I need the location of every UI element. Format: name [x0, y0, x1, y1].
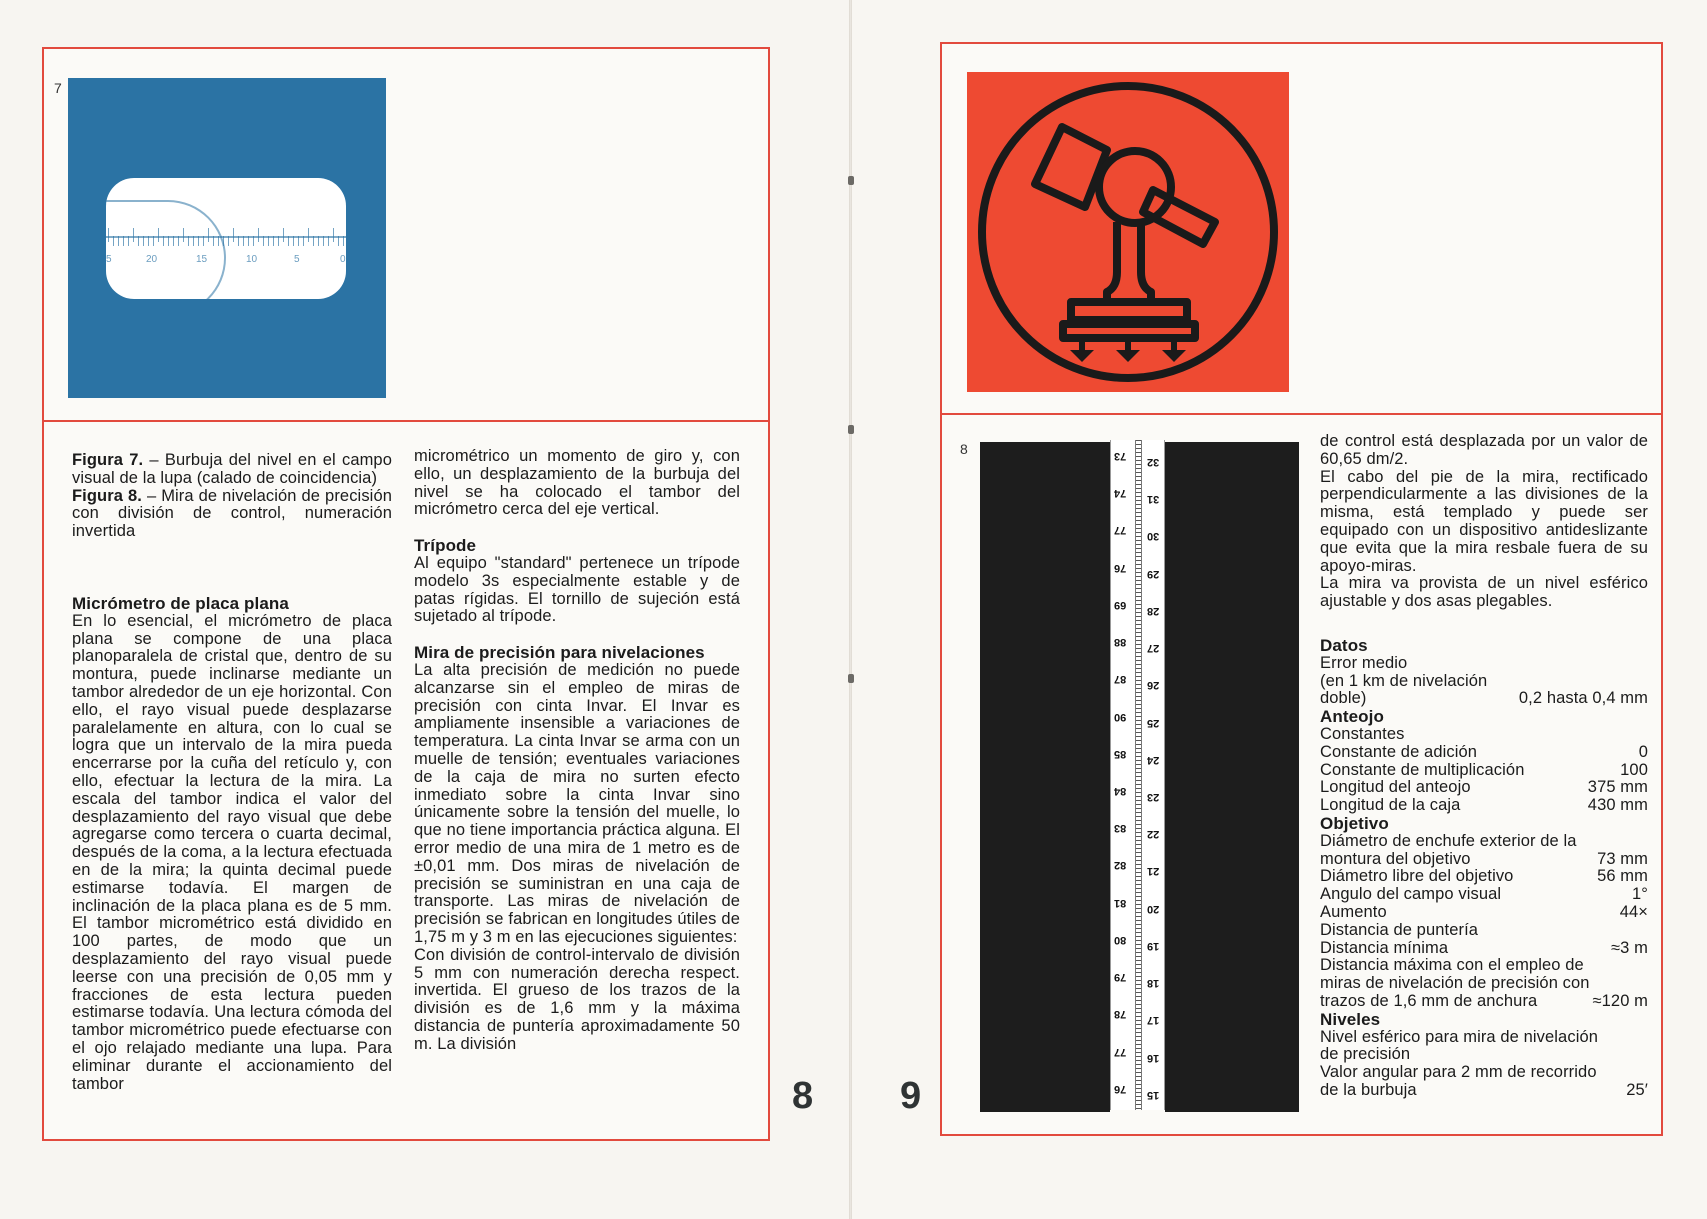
scale-tick	[233, 228, 234, 242]
anteojo-spec-label: Constante de adición	[1320, 742, 1478, 761]
staff-label: 24	[1147, 753, 1160, 766]
staff-label: 79	[1114, 971, 1127, 984]
col2-intro: micrométrico un momento de giro y, con ello, un desplazamiento de la burbuja del nivel se ha colocado el tambor del micrómetro cerca del eje vertical.	[414, 447, 740, 519]
staff-label: 21	[1147, 865, 1160, 878]
figure-7-label: Figura 7.	[72, 451, 144, 469]
staff-label: 29	[1147, 567, 1160, 580]
figure-8-label: Figura 8.	[72, 486, 142, 505]
staff-label: 28	[1147, 604, 1160, 617]
staff-label: 77	[1114, 1045, 1127, 1058]
scale-tick	[138, 236, 139, 246]
scale-tick	[143, 236, 144, 246]
scale-tick	[313, 236, 314, 246]
scale-number: 5	[294, 254, 300, 265]
objetivo-spec-label: Diámetro libre del objetivo	[1320, 867, 1514, 886]
figure-7-caption: – Burbuja del nivel en el campo visual de la lupa (calado de coincidencia)	[72, 451, 392, 487]
objetivo-spec-row	[1320, 904, 1648, 922]
scale-tick	[288, 236, 289, 246]
staff-label: 16	[1147, 1051, 1160, 1064]
level-instrument-emblem	[967, 72, 1289, 392]
staff-label: 31	[1147, 493, 1160, 506]
stitch-mark	[848, 425, 854, 434]
staff-label: 20	[1147, 902, 1160, 915]
anteojo-spec-row	[1320, 779, 1648, 797]
scale-tick	[248, 236, 249, 246]
scale-tick	[163, 236, 164, 246]
page-number-right: 9	[900, 1075, 922, 1117]
staff-label: 77	[1114, 524, 1127, 537]
scale-tick	[343, 236, 344, 246]
mira-heading: Mira de precisión para nivelaciones	[414, 643, 705, 663]
scale-tick	[188, 236, 189, 246]
objetivo-spec-label: Angulo del campo visual	[1320, 885, 1502, 904]
scale-number: 5	[106, 254, 112, 265]
scale-tick	[258, 228, 259, 242]
right-intro: de control está desplazada por un valor de 60,65 dm/2.	[1320, 432, 1648, 468]
scale-tick	[303, 236, 304, 246]
staff-label: 81	[1114, 896, 1127, 909]
right-paragraph-3: La mira va provista de un nivel esférico ajustable y dos asas plegables.	[1320, 574, 1648, 611]
staff-label: 25	[1147, 716, 1160, 729]
scale-tick	[158, 228, 159, 242]
objetivo-spec-row	[1320, 886, 1648, 904]
staff-label: 76	[1114, 1082, 1127, 1095]
scale-tick	[178, 236, 179, 246]
error-label: Error medio	[1320, 653, 1408, 672]
distancia-maxima-label: Distancia máxima con el empleo de	[1320, 956, 1584, 975]
scale-number: 15	[196, 254, 208, 265]
objetivo-heading: Objetivo	[1320, 813, 1389, 833]
anteojo-spec-row	[1320, 797, 1648, 815]
page-number-left: 8	[792, 1075, 814, 1117]
anteojo-spec-row	[1320, 744, 1648, 762]
right-paragraph-2: El cabo del pie de la mira, rectificado perpendicularmente a las divisiones de la misma, está templado y puede ser equipado con un dispositivo antideslizante que evita que la mira resbale fuera de su apoyo-miras.	[1320, 467, 1648, 575]
staff-label: 88	[1114, 636, 1127, 649]
scale-tick	[133, 228, 134, 242]
staff-graduation	[1135, 440, 1142, 1110]
anteojo-heading: Anteojo	[1320, 707, 1384, 727]
scale-tick	[328, 236, 329, 246]
staff-label: 69	[1114, 598, 1127, 611]
error-label: doble)	[1320, 689, 1367, 708]
staff-label: 78	[1114, 1008, 1127, 1021]
niveles-row	[1320, 1082, 1648, 1100]
error-label: (en 1 km de nivelación	[1320, 671, 1488, 690]
niveles-value: 25′	[1626, 1080, 1648, 1099]
scale-tick	[278, 236, 279, 246]
objetivo-spec-value: 56 mm	[1597, 867, 1648, 886]
staff-label: 19	[1147, 939, 1160, 952]
staff-label: 17	[1147, 1014, 1160, 1027]
staff-background-right	[1165, 442, 1299, 1112]
anteojo-spec-label: Constante de multiplicación	[1320, 760, 1525, 779]
scale-tick	[243, 236, 244, 246]
scale-tick	[228, 236, 229, 246]
staff-label: 87	[1114, 673, 1127, 686]
staff-label: 83	[1114, 822, 1127, 835]
frame-divider	[44, 420, 768, 422]
objetivo-spec-label: Aumento	[1320, 902, 1387, 921]
invar-staff	[1110, 440, 1165, 1110]
staff-label: 74	[1114, 487, 1127, 500]
objetivo-spec-row	[1320, 868, 1648, 886]
magnifier-view	[106, 178, 346, 299]
scale-tick	[193, 236, 194, 246]
niveles-heading: Niveles	[1320, 1009, 1381, 1029]
anteojo-spec-value: 430 mm	[1587, 796, 1648, 815]
scale-tick	[183, 228, 184, 242]
scale-tick	[128, 236, 129, 246]
distancia-maxima-row	[1320, 993, 1648, 1011]
staff-background-left	[980, 442, 1110, 1112]
scale-tick	[148, 236, 149, 246]
distancia-maxima-label: miras de nivelación de precisión con	[1320, 974, 1590, 993]
anteojo-spec-value: 0	[1638, 742, 1648, 761]
scale-number: 0	[340, 254, 346, 265]
scale-tick	[213, 236, 214, 246]
error-row	[1320, 690, 1648, 708]
left-column-2	[414, 448, 740, 1054]
figure-number: 7	[54, 80, 62, 96]
left-column-1	[72, 452, 392, 1093]
frame-divider	[942, 413, 1661, 415]
level-bubble	[106, 200, 226, 299]
scale-tick	[203, 236, 204, 246]
scale-tick	[308, 228, 309, 242]
staff-label: 80	[1114, 933, 1127, 946]
datos-heading: Datos	[1320, 635, 1368, 655]
scale-tick	[218, 236, 219, 246]
scale-tick	[318, 236, 319, 246]
distancia-minima-label: Distancia mínima	[1320, 938, 1449, 957]
scale-tick	[323, 236, 324, 246]
niveles-label: Valor angular para 2 mm de recorrido	[1320, 1063, 1597, 1082]
scale-tick	[263, 236, 264, 246]
anteojo-spec-label: Longitud de la caja	[1320, 796, 1461, 815]
tripode-heading: Trípode	[414, 536, 477, 556]
anteojo-spec-row	[1320, 762, 1648, 780]
scale-tick	[173, 236, 174, 246]
figure-8-caption: – Mira de nivelación de precisión con división de control, numeración invertida	[72, 486, 392, 541]
diametro-label: Diámetro de enchufe exterior de la	[1320, 831, 1577, 850]
stitch-mark	[848, 674, 854, 683]
staff-label: 26	[1147, 679, 1160, 692]
objetivo-spec-value: 44×	[1619, 902, 1648, 921]
scale-tick	[168, 236, 169, 246]
scale-tick	[333, 228, 334, 242]
staff-label: 15	[1147, 1088, 1160, 1101]
distancia-minima-row	[1320, 940, 1648, 958]
scale-tick	[118, 236, 119, 246]
scale-tick	[208, 228, 209, 242]
constantes-label: Constantes	[1320, 724, 1405, 743]
niveles-label: de precisión	[1320, 1045, 1411, 1064]
distancia-minima-value: ≈3 m	[1611, 938, 1648, 957]
staff-label: 23	[1147, 791, 1160, 803]
scale-tick	[108, 228, 109, 242]
scale-tick	[283, 228, 284, 242]
staff-label: 76	[1114, 561, 1127, 574]
staff-label: 22	[1147, 828, 1160, 841]
scale-tick	[123, 236, 124, 246]
scale-number: 10	[246, 254, 258, 265]
staff-label: 82	[1114, 859, 1127, 872]
scale-tick	[113, 236, 114, 246]
mira-body: La alta precisión de medición no puede alcanzarse sin el empleo de miras de precisión con cinta Invar. El Invar es ampliamente insensible a variaciones de temperatura. La cinta Invar se arma con un muelle de tensión; eventuales variaciones de la caja de mira no surten efecto inmediato sobre la cinta Invar sino únicamente sobre la tensión del muelle, lo que no tiene importancia práctica alguna. El error medio de una mira de 1 metro es de ±0,01 mm. Dos miras de nivelación de precisión se suministran en una caja de transporte. Las miras de nivelación de precisión se fabrican en longitudes útiles de 1,75 m y 3 m en las ejecuciones siguientes:	[414, 660, 740, 946]
staff-label: 85	[1114, 747, 1127, 760]
instrument-icon	[967, 72, 1289, 392]
anteojo-spec-label: Longitud del anteojo	[1320, 778, 1471, 797]
micrometro-heading: Micrómetro de placa plana	[72, 593, 289, 613]
scale-tick	[198, 236, 199, 246]
staff-label: 73	[1114, 450, 1127, 462]
punteria-label: Distancia de puntería	[1320, 920, 1479, 939]
error-value: 0,2 hasta 0,4 mm	[1518, 689, 1648, 708]
staff-label: 30	[1147, 530, 1160, 543]
niveles-label: Nivel esférico para mira de nivelación	[1320, 1027, 1599, 1046]
scale-tick	[293, 236, 294, 246]
scale-number: 20	[146, 254, 158, 265]
figure-number: 8	[960, 441, 968, 457]
staff-label: 18	[1147, 977, 1160, 990]
tripode-body: Al equipo "standard" pertenece un trípode modelo 3s especialmente estable y de patas rígidas. El tornillo de sujeción está sujetado al trípode.	[414, 553, 740, 626]
right-column	[1320, 433, 1648, 1100]
mira-body-2: Con división de control-intervalo de división 5 mm con numeración derecha respect. invertida. El grueso de los trazos de la división es de 1,6 mm y la máxima distancia de puntería aproximadamente 50 m. La división	[414, 945, 740, 1053]
scale-tick	[268, 236, 269, 246]
scale-tick	[298, 236, 299, 246]
scale-tick	[223, 236, 224, 246]
niveles-label: de la burbuja	[1320, 1080, 1417, 1099]
distancia-maxima-label: trazos de 1,6 mm de anchura	[1320, 991, 1538, 1010]
figure-captions	[72, 452, 392, 541]
scale-tick	[273, 236, 274, 246]
stitch-mark	[848, 176, 854, 185]
diametro-row	[1320, 851, 1648, 869]
objetivo-spec-value: 1°	[1632, 885, 1648, 904]
staff-label: 90	[1114, 710, 1127, 723]
diametro-value: 73 mm	[1597, 849, 1648, 868]
staff-label: 27	[1147, 642, 1160, 655]
micrometro-body: En lo esencial, el micrómetro de placa plana se compone de una placa planoparalela de cristal que, dentro de su montura, puede inclinarse mediante un tambor alrededor de un eje horizontal. Con ello, el rayo visual puede desplazarse paralelamente en altura, con lo cual se logra que un intervalo de la mira pueda encerrarse por la cuña del retículo y, con ello, efectuar la lectura de la mira. La escala del tambor indica el valor del desplazamiento del rayo visual que debe agregarse como tercera o cuarta decimal, después de la coma, a la lectura efectuada en de la mira; la quinta decimal puede estimarse todavía. El margen de inclinación de la placa plana es de 5 mm. El tambor micrométrico está dividido en 100 partes, de modo que un desplazamiento del rayo visual puede leerse con una precisión de 0,05 mm y fracciones de esta lectura pueden estimarse todavía. Una lectura cómoda del tambor micrométrico puede efectuarse con el ojo relajado mediante una lupa. Para eliminar durante el accionamiento del tambor	[72, 611, 392, 1093]
scale-tick	[153, 236, 154, 246]
diametro-label: montura del objetivo	[1320, 849, 1471, 868]
staff-label: 84	[1114, 785, 1127, 797]
staff-label: 32	[1147, 456, 1160, 468]
scale-tick	[338, 236, 339, 246]
scale-tick	[253, 236, 254, 246]
distancia-maxima-value: ≈120 m	[1592, 991, 1648, 1010]
anteojo-spec-value: 375 mm	[1587, 778, 1648, 797]
scale-line	[106, 236, 346, 238]
figure-7-bubble-image	[68, 78, 386, 398]
anteojo-spec-value: 100	[1620, 760, 1648, 779]
scale-tick	[238, 236, 239, 246]
